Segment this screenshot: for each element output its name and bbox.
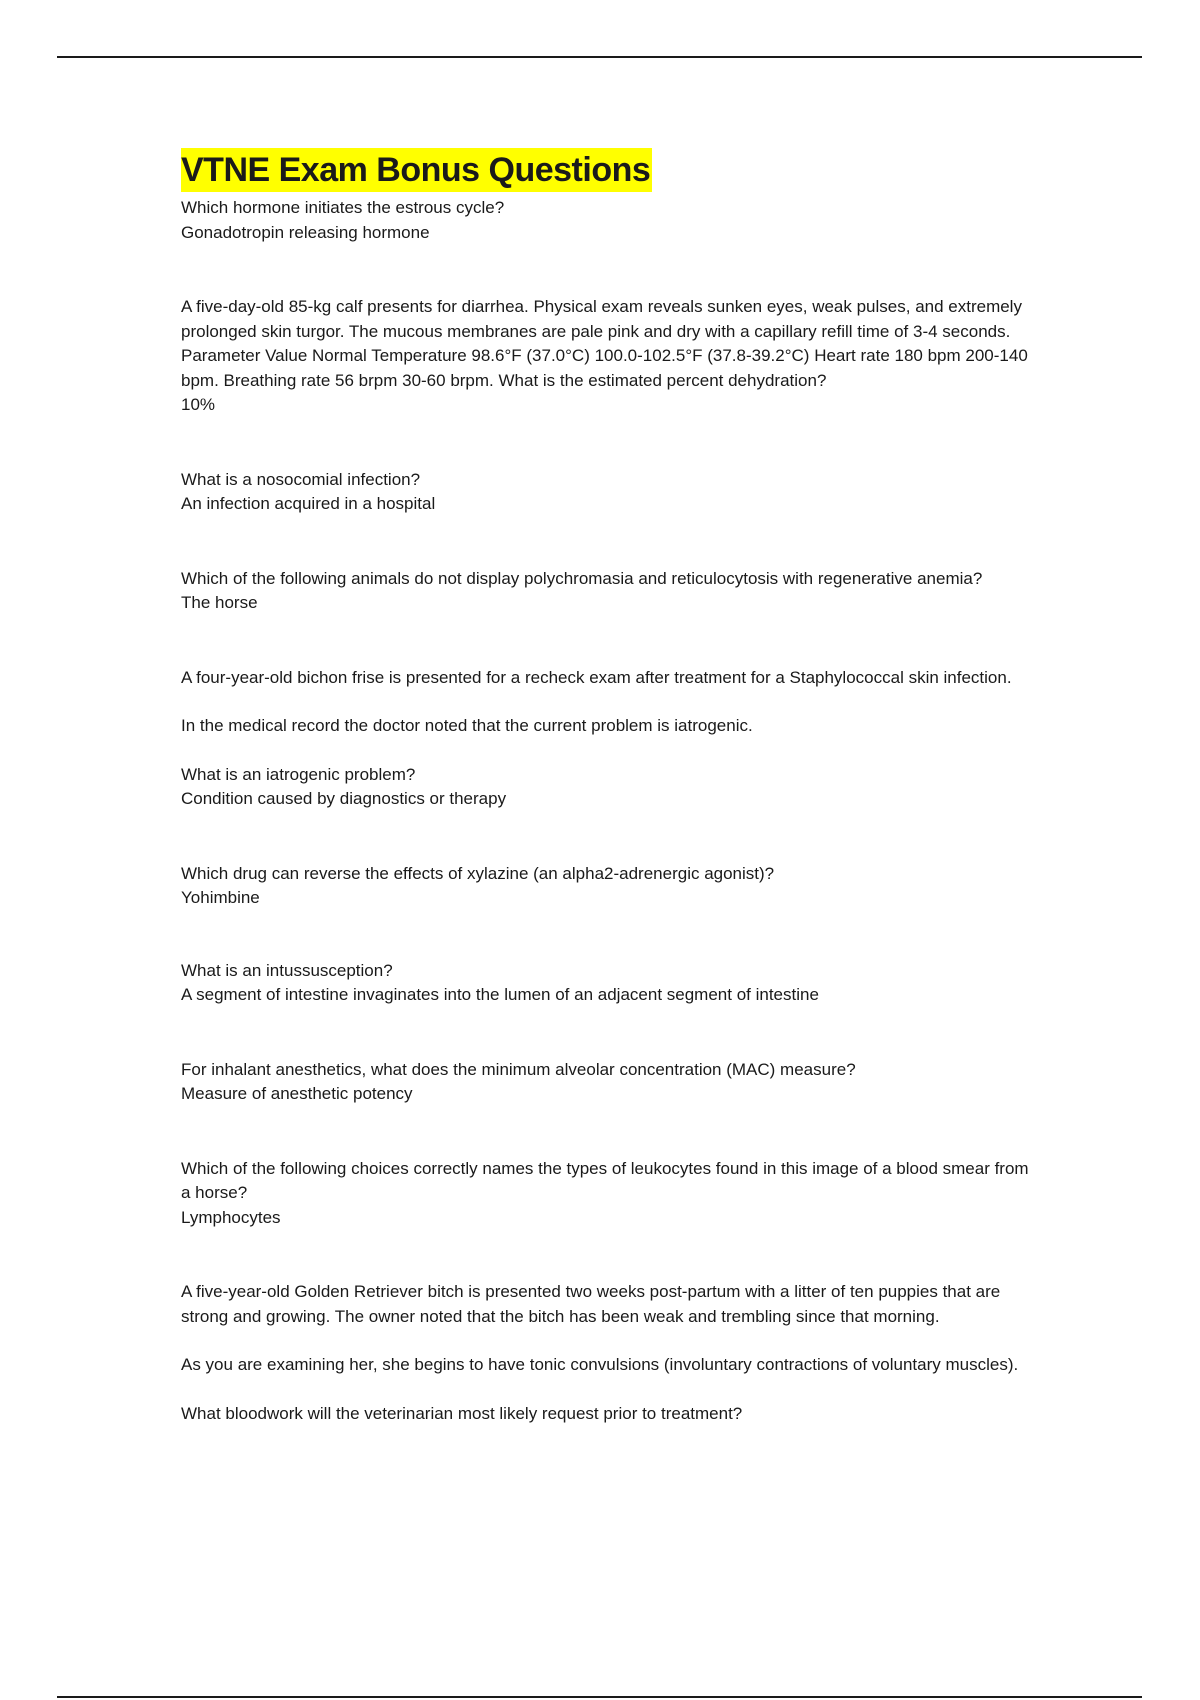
qa-item (181, 862, 1031, 911)
question-text: What bloodwork will the veterinarian most likely request prior to treatment? (181, 1403, 743, 1423)
answer-text: Yohimbine (181, 888, 260, 907)
answer-text: Measure of anesthetic potency (181, 1084, 413, 1103)
answer-text: The horse (181, 593, 258, 612)
header-rule (57, 56, 1142, 58)
question-text: Which of the following animals do not display polychromasia and reticulocytosis with regenerative anemia? (181, 568, 983, 588)
document-title: VTNE Exam Bonus Questions (181, 148, 652, 192)
question-text: As you are examining her, she begins to have tonic convulsions (involuntary contractions of voluntary muscles). (181, 1355, 1019, 1374)
document-body (181, 148, 1031, 1426)
answer-text: A segment of intestine invaginates into the lumen of an adjacent segment of intestine (181, 985, 819, 1004)
qa-item (181, 567, 1031, 616)
question-text: A four-year-old bichon frise is presented for a recheck exam after treatment for a Staphylococcal skin infection. (181, 667, 1012, 687)
answer-text: Lymphocytes (181, 1207, 281, 1227)
question-text: A five-year-old Golden Retriever bitch is presented two weeks post-partum with a litter of ten puppies that are strong and growing. The owner noted that the bitch has been weak and trembling since that morning. (181, 1282, 1001, 1326)
question-text: What is a nosocomial infection? (181, 469, 421, 489)
qa-item (181, 295, 1031, 418)
question-text: Which drug can reverse the effects of xylazine (an alpha2-adrenergic agonist)? (181, 863, 775, 883)
qa-item (181, 959, 1031, 1008)
qa-item (181, 1058, 1031, 1107)
answer-text: 10% (181, 395, 216, 414)
question-text: In the medical record the doctor noted that the current problem is iatrogenic. (181, 716, 753, 735)
answer-text: Condition caused by diagnostics or therapy (181, 789, 507, 808)
answer-text: Gonadotropin releasing hormone (181, 222, 430, 242)
question-text: What is an intussusception? (181, 960, 393, 980)
footer-rule (57, 1696, 1142, 1698)
question-text: A five-day-old 85-kg calf presents for diarrhea. Physical exam reveals sunken eyes, weak pulses, and extremely prolonged skin turgor. The mucous membranes are pale pink and dry with a capillary refill time of 3-4 seconds. Parameter Value Normal Temperature 98.6°F (37.0°C) 100.0-102.5°F (37.8-39.2°C) Heart rate 180 bpm 200-140 bpm. Breathing rate 56 brpm 30-60 brpm. What is the estimated percent dehydration? (181, 297, 1028, 390)
question-text: Which hormone initiates the estrous cycle? (181, 198, 505, 217)
question-text: Which of the following choices correctly names the types of leukocytes found in this image of a blood smear from a horse? (181, 1158, 1029, 1202)
question-text: For inhalant anesthetics, what does the minimum alveolar concentration (MAC) measure? (181, 1059, 856, 1079)
question-text: What is an iatrogenic problem? (181, 764, 416, 784)
qa-item (181, 666, 1031, 812)
answer-text: An infection acquired in a hospital (181, 494, 436, 513)
qa-item (181, 468, 1031, 517)
qa-item (181, 1157, 1031, 1231)
qa-item (181, 1280, 1031, 1426)
qa-item (181, 196, 1031, 245)
